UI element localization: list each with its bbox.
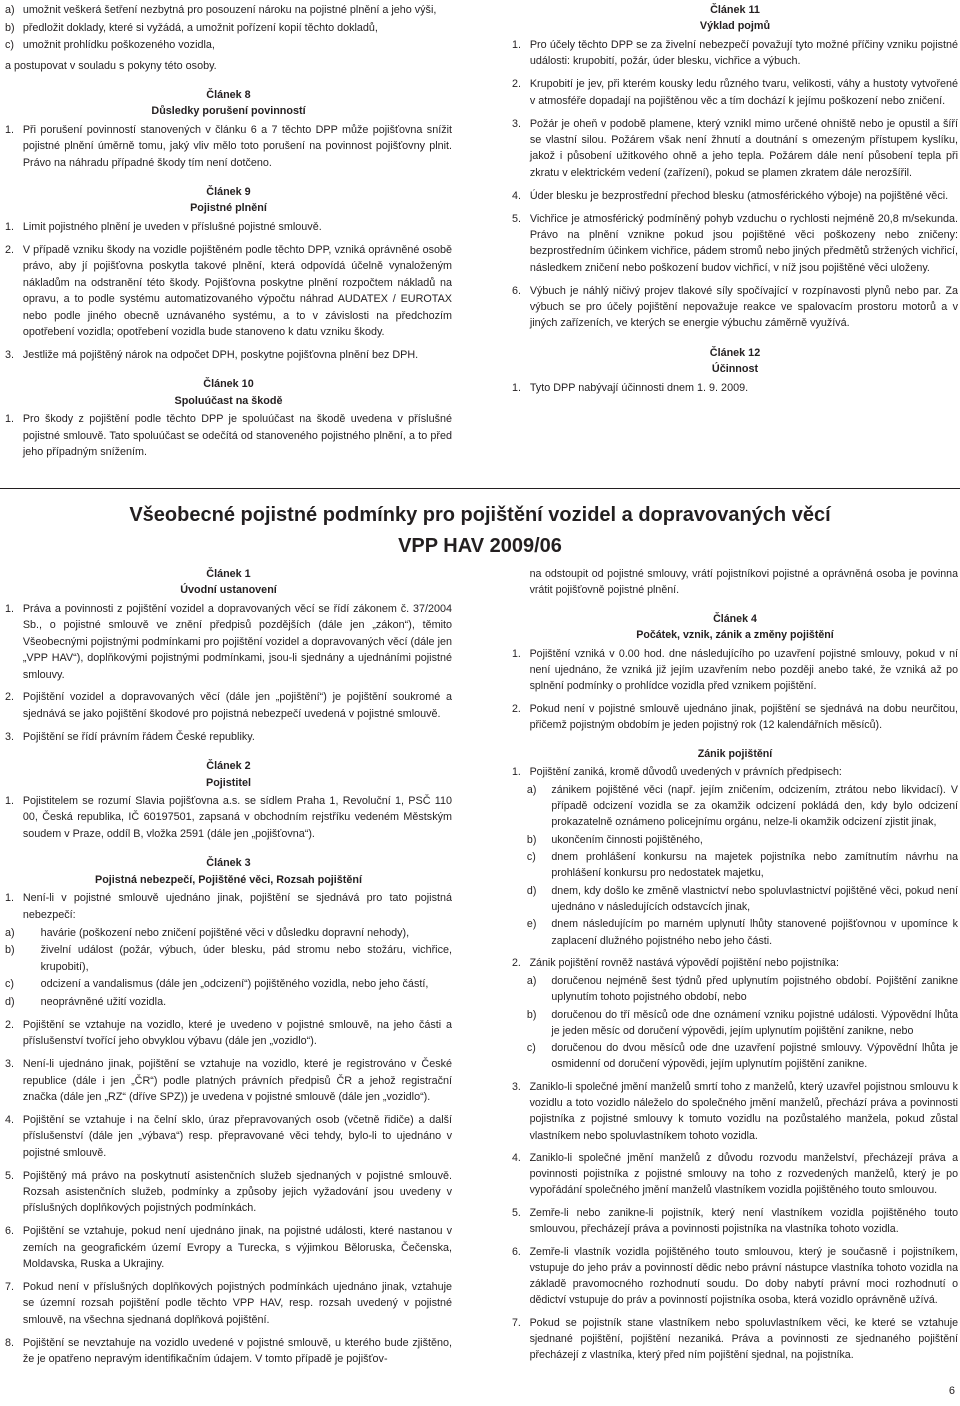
paragraph-number: 7. xyxy=(512,1316,521,1329)
article-heading xyxy=(5,758,452,791)
list-item-text: neoprávněné užití vozidla. xyxy=(40,996,167,1009)
paragraph-text: Pro účely těchto DPP se za živelní nebezpečí považují tyto možné příčiny vzniku pojistné události: krupobití, požár, úder blesku, vichřice a výbuch. xyxy=(529,38,958,68)
article-label: Článek 1 xyxy=(206,568,251,580)
paragraph-text: Při porušení povinností stanovených v článku 6 a 7 těchto DPP může pojišťovna snížit pojistné plnění úměrně tomu, jaký vliv mělo toto porušení na povinnost pojišťovny plnit. Právo na náhradu případné škody tím není dotčeno. xyxy=(22,123,452,169)
paragraph-text: Vichřice je atmosférický podmíněný pohyb vzduchu o rychlosti nejméně 20,8 m/sekunda. Právo na plnění vznikne pokud jsou pojištěné věci poškozeny nebo zničeny: bezprostředním účinkem vichřice, pádem stromů nebo jiných předmětů stržených vichřicí, následkem zničení nebo poškození budov vichřicí, v níž jsou pojištěné věci uloženy. xyxy=(529,212,958,274)
article-label: Článek 4 xyxy=(713,613,757,626)
carryover-closing: a postupovat v souladu s pokyny této osoby. xyxy=(5,59,217,72)
list-item-text: živelní událost (požár, výbuch, úder blesku, pád stromu nebo stožáru, vichřice, krupobití), xyxy=(40,944,452,973)
list-item xyxy=(5,942,452,975)
paragraph-text: Úder blesku je bezprostřední přechod blesku (atmosférického výboje) na pojištěné věci. xyxy=(529,189,949,202)
article-heading xyxy=(5,566,452,599)
paragraph xyxy=(5,1056,452,1105)
list-item xyxy=(5,2,452,18)
paragraph-number: 1. xyxy=(512,381,522,394)
document-subtitle: VPP HAV 2009/06 xyxy=(398,535,562,557)
paragraph xyxy=(512,380,958,396)
top-right-column xyxy=(512,2,958,482)
paragraph-text: Pro škody z pojištění podle těchto DPP je spoluúčast na škodě uvedena v příslušné pojistné smlouvě. Tato spoluúčast se odečítá od stanoveného pojistného plnění, a to před jeho případným snížením. xyxy=(22,413,452,458)
paragraph xyxy=(512,701,958,733)
paragraph-number: 2. xyxy=(512,957,521,970)
bottom-right-column xyxy=(512,566,958,1378)
list-item-text: doručenou do dvou měsíců ode dne uzavření pojistné smlouvy. Výpovědní lhůta je osmidenní od doručení výpovědi, jejím uplynutím pojištění zanikne. xyxy=(551,1042,958,1071)
article-heading xyxy=(512,611,958,643)
list-item xyxy=(512,916,958,948)
paragraph-number: 1. xyxy=(5,602,15,615)
list-item xyxy=(5,37,452,53)
list-item-text: doručenou nejméně šest týdnů před uplynutím pojistného období. Pojištění zanikne uplynutím tohoto pojistného období, nebo xyxy=(551,974,958,1004)
paragraph-text: Pojištění se vztahuje i na čelní sklo, úraz přepravovaných osob (včetně řidiče) a další příslušenství (dále jen „výbava“) resp. přepravované věci tehdy, bylo-li to ujednáno v pojistné smlouvě. xyxy=(22,1113,452,1159)
paragraph-text: Zánik pojištění rovněž nastává výpovědí pojištění nebo pojistníka: xyxy=(529,957,839,970)
paragraph-number: 4. xyxy=(512,189,522,202)
list-marker: b) xyxy=(526,833,537,846)
paragraph-number: 3. xyxy=(5,730,15,743)
list-item xyxy=(5,20,452,36)
list-item-text: předložit doklady, které si vyžádá, a umožnit pořízení kopií těchto dokladů, xyxy=(22,21,378,34)
paragraph-text: Jestliže má pojištěný nárok na odpočet DPH, poskytne pojišťovna plnění bez DPH. xyxy=(22,348,419,361)
paragraph-text: Pojištění se vztahuje, pokud není ujednáno jinak, na pojistné události, které nastanou v zemích na geografickém území Evropy a Turecka, s výjimkou Běloruska, Čečenska, Moldavska, Ruska a Ukrajiny. xyxy=(22,1225,452,1271)
list-item xyxy=(512,849,958,881)
paragraph-text: Pokud není v pojistné smlouvě ujednáno jinak, pojištění se sjednává na dobu neurčitou, přičemž pojistným obdobím je jeden pojistný rok (12 kalendářních měsíců). xyxy=(529,702,958,731)
paragraph-number: 5. xyxy=(5,1169,15,1182)
list-marker: e) xyxy=(526,918,537,931)
paragraph xyxy=(5,411,452,460)
paragraph-number: 6. xyxy=(512,284,522,297)
paragraph-text: Limit pojistného plnění je uveden v příslušné pojistné smlouvě. xyxy=(22,221,322,234)
paragraph xyxy=(5,689,452,722)
paragraph-number: 3. xyxy=(5,348,15,361)
paragraph-number: 5. xyxy=(512,1207,521,1219)
article-label: Článek 3 xyxy=(206,857,251,870)
article-heading xyxy=(5,87,452,120)
paragraph-number: 6. xyxy=(512,1245,521,1258)
list-item xyxy=(512,1040,958,1072)
paragraph-text: Zaniklo-li společné jmění manželů smrtí toho z manželů, který uzavřel pojistnou smlouvu k vozidlu a toto vozidlo náleželo do společného jmění manželů, přechází práva a povinnosti pojistníka z pojistné smlouvy k tomuto vozidlu na pozůstalého manžela, pokud zůstal vlastníkem nebo spoluvlastníkem tohoto vozidla. xyxy=(529,1080,958,1142)
paragraph-text: Pojištění se nevztahuje na vozidlo uvedené v pojistné smlouvě, u kterého bude zjištěno, že je opatřeno nepravým identifikačním údajem. V tomto případě je pojišťov- xyxy=(22,1336,452,1366)
article-label: Článek 8 xyxy=(206,88,251,101)
paragraph-number: 2. xyxy=(512,78,522,91)
paragraph-number: 1. xyxy=(5,123,15,136)
article-heading xyxy=(512,345,958,378)
paragraph-number: 4. xyxy=(5,1113,15,1126)
paragraph xyxy=(512,211,958,277)
paragraph-text: Pojistitelem se rozumí Slavia pojišťovna a.s. se sídlem Praha 1, Revoluční 1, PSČ 110 00, Česká republika, IČ 60197501, zapsaná v obchodním rejstříku vedeném Městským soudem v Praze, oddíl B, vložka 2591 (dále jen „pojišťovna“). xyxy=(22,795,452,840)
list-marker: c) xyxy=(5,978,14,991)
article-label: Článek 12 xyxy=(709,346,761,359)
paragraph-text: Pokud není v příslušných doplňkových pojistných podmínkách ujednáno jinak, vztahuje se územní rozsah pojištění podle těchto VPP HAV, resp. rozsah uvedený v pojistné smlouvě, na všechna sjednaná doplňková pojištění. xyxy=(22,1281,452,1326)
paragraph xyxy=(5,793,452,842)
list-marker: d) xyxy=(526,884,537,897)
paragraph-number: 2. xyxy=(512,702,521,715)
paragraph xyxy=(5,122,452,171)
paragraph-number: 6. xyxy=(5,1225,15,1238)
list-item-text: doručenou do tří měsíců ode dne oznámení vzniku pojistné události. Výpovědní lhůta je jeden měsíc od doručení výpovědi, jejím uplynutím pojištění zanikne, nebo xyxy=(551,1008,958,1037)
list-marker: a) xyxy=(5,4,15,16)
paragraph-text: V případě vzniku škody na vozidle pojištěném podle těchto DPP, vzniká oprávněné osobě právo, aby jí pojišťovna poskytla takové plnění, která odpovídá účelně vynaloženým nákladům na odstranění této škody. Pojišťovna poskytne plnění rozpočtem nákladů na opravu, a to podle systému automatizovaného výpočtu náhrad AUDATEX / EUROTAX nebo podle jiného obecně uznávaného systému, a to v závislosti na předchozím opotřebení vozidla; opotřebení vozidla bude stanoveno k datu vzniku škody. xyxy=(22,243,452,338)
list-item-text: havárie (poškození nebo zničení pojištěné věci v důsledku dopravní nehody), xyxy=(40,926,410,939)
paragraph xyxy=(512,76,958,109)
list-item-text: odcizení a vandalismus (dále jen „odcizení“) pojištěného vozidla, nebo jeho částí, xyxy=(40,978,429,991)
paragraph xyxy=(5,1112,452,1161)
paragraph-text: Není-li ujednáno jinak, pojištění se vztahuje na vozidlo, které je registrováno v České republice (dále i jen „ČR“) podle platných právních předpisů ČR a jehož registrační značka (dále jen „RZ“ (dříve SPZ)) je uvedena v pojistné smlouvě (dále jen „vozidlo“). xyxy=(22,1058,452,1104)
section-heading xyxy=(512,746,958,762)
paragraph-text: Pojištění se řídí právním řádem České republiky. xyxy=(22,730,255,743)
paragraph xyxy=(5,1335,452,1368)
article-title: Výklad pojmů xyxy=(699,20,771,33)
paragraph-text: Požár je oheň v podobě plamene, který vznikl mimo určené ohniště nebo je opustil a šíří se vlastní silou. Požárem však není žhnutí a doutnání s omezeným přístupem kyslíku, jakož i působení užitkového ohně a jeho tepla. Požárem dále není působení tepla při zkratu v elektrickém vedení (zařízení), pokud se plamen zkratem dále nerozšířil. xyxy=(529,117,958,179)
paragraph xyxy=(512,188,958,204)
paragraph-continuation: na odstoupit od pojistné smlouvy, vrátí pojistníkovi pojistné a oprávněná osoba je povinna vrátit pojišťovně pojistné plnění. xyxy=(529,568,958,597)
article-label: Článek 2 xyxy=(206,760,251,773)
list-marker: b) xyxy=(526,1008,537,1021)
paragraph-text: Výbuch je náhlý ničivý projev tlakové síly spočívající v rozpínavosti plynů nebo par. Za výbuch se pro účely pojištění nepovažuje reakce ve spalovacím prostoru motorů a v jiných zařízeních, ve kterých se energie výbuchu záměrně využívá. xyxy=(529,284,958,330)
paragraph-number: 1. xyxy=(512,766,521,779)
paragraph xyxy=(5,242,452,340)
list-marker: d) xyxy=(5,996,15,1009)
list-item-text: dnem následujícím po marném uplynutí lhůty stanovené pojišťovnou v upomínce k zaplacení dlužného pojistného nebo jeho části. xyxy=(551,918,958,947)
list-item-text: dnem prohlášení konkursu na majetek pojistníka nebo zamítnutím návrhu na prohlášení konkursu pro nedostatek majetku, xyxy=(551,851,958,880)
paragraph-text: Pojištění zaniká, kromě důvodů uvedených v právních předpisech: xyxy=(529,766,842,779)
paragraph xyxy=(5,1279,452,1328)
list-item xyxy=(512,1007,958,1039)
list-marker: b) xyxy=(5,944,15,957)
paragraph-text: Není-li v pojistné smlouvě ujednáno jinak, pojištění se sjednává pro tato pojistná nebezpečí: xyxy=(22,892,452,921)
list-item-text: umožnit prohlídku poškozeného vozidla, xyxy=(22,39,215,52)
list-marker: a) xyxy=(526,783,537,796)
list-item-text: zánikem pojištěné věci (např. jejím zničením, odcizením, ztrátou nebo likvidací). V případě odcizení vozidla se za okamžik odcizení pokládá den, kdy bylo odcizení prokazatelně oznámeno policejnímu orgánu, nelze-li okamžik odcizení zjistit jinak, xyxy=(551,783,958,829)
paragraph xyxy=(512,764,958,780)
list-item xyxy=(512,973,958,1005)
paragraph xyxy=(5,1017,452,1050)
paragraph-text: Pojištění se vztahuje na vozidlo, které je uvedeno v pojistné smlouvě, na jeho části a příslušenství tvořící jeho obvyklou výbavu (dále jen „vozidlo“). xyxy=(22,1018,452,1048)
document-title-line: Všeobecné pojistné podmínky pro pojištění vozidel a dopravovaných věcí xyxy=(129,504,831,526)
paragraph-text: Práva a povinnosti z pojištění vozidel a dopravovaných věcí se řídí zákonem č. 37/2004 Sb., o pojistné smlouvě ve znění předpisů pozdějších (dále jen „zákon“), těmito Všeobecnými pojistnými podmínkami pro pojištění vozidel a dopravovaných věcí (dále jen „VPP HAV“), doplňkovými pojistnými podmínkami, jsou-li sjednány a ujednáními pojistné smlouvy. xyxy=(22,602,452,681)
paragraph xyxy=(512,1079,958,1144)
paragraph xyxy=(512,1205,958,1237)
paragraph xyxy=(5,219,452,235)
paragraph xyxy=(5,347,452,363)
document-title xyxy=(0,500,960,562)
paragraph-text: Pojištěný má právo na poskytnutí asistenčních služeb sjednaných v pojistné smlouvě. Rozsah asistenčních služeb, podmínky a způsoby jejich vyžadování jsou uvedeny v příslušných doplňkových pojistných podmínkách. xyxy=(22,1169,452,1215)
section-title: Zánik pojištění xyxy=(697,747,773,760)
list-item-text: umožnit veškerá šetření nezbytná pro posouzení nároku na pojistné plnění a jeho výši, xyxy=(22,4,437,16)
paragraph xyxy=(512,1244,958,1309)
paragraph-number: 2. xyxy=(5,1018,15,1031)
article-title: Počátek, vznik, zánik a změny pojištění xyxy=(636,629,834,642)
article-title: Pojistitel xyxy=(206,776,251,789)
paragraph-number: 3. xyxy=(512,1080,521,1093)
bottom-left-column xyxy=(5,566,452,1384)
list-marker: c) xyxy=(526,1042,536,1055)
article-heading xyxy=(512,2,958,35)
paragraph-number: 1. xyxy=(512,647,521,660)
list-item xyxy=(5,925,452,941)
paragraph xyxy=(512,646,958,695)
list-item xyxy=(5,976,452,992)
article-title: Spoluúčast na škodě xyxy=(174,394,283,407)
paragraph-number: 1. xyxy=(5,413,15,426)
paragraph xyxy=(5,729,452,745)
paragraph xyxy=(5,601,452,683)
paragraph-group xyxy=(512,764,958,949)
paragraph-text: Zemře-li nebo zanikne-li pojistník, který není vlastníkem vozidla pojištěného touto smlouvou, přecházejí práva a povinnosti pojistníka na vlastníka tohoto vozidla. xyxy=(529,1207,958,1236)
paragraph xyxy=(512,116,958,182)
paragraph xyxy=(512,1315,958,1364)
paragraph-number: 3. xyxy=(512,117,522,130)
paragraph-text: Zemře-li vlastník vozidla pojištěného touto smlouvou, který je současně i pojistníkem, vstupuje do jeho práv a povinností dědic nebo právní nástupce vlastníka tohoto vozidla na základě pravomocného rozhodnutí soudu. Do doby nabytí právní moci rozhodnutí o dědictví vstupuje do práv a povinností pojistníka osoba, která vozidlo oprávněně užívá. xyxy=(529,1245,958,1307)
paragraph-text: Zaniklo-li společné jmění manželů z důvodu rozvodu manželství, přecházejí práva a povinnosti pojistníka z pojistné smlouvy na toho z rozvedených manželů, který je po vypořádání společného jmění manželů vlastníkem vozidla pojištěného touto smlouvou. xyxy=(529,1152,958,1197)
paragraph xyxy=(512,37,958,70)
paragraph-text: Tyto DPP nabývají účinnosti dnem 1. 9. 2009. xyxy=(529,381,749,394)
article-title: Účinnost xyxy=(711,363,759,376)
paragraph-text: Pokud se pojistník stane vlastníkem nebo spoluvlastníkem věci, ke které se vztahuje sjednané pojištění, pojištění nezaniká. Práva a povinnosti ze sjednaného pojištění přecházejí z vlastníka, který před ním pojištění sjednal, na pojistníka. xyxy=(529,1316,958,1362)
article-heading xyxy=(5,184,452,217)
paragraph-number: 4. xyxy=(512,1152,521,1165)
list-item xyxy=(512,832,958,848)
paragraph-number: 5. xyxy=(512,212,522,225)
article-label: Článek 10 xyxy=(203,378,254,391)
section-divider xyxy=(0,488,960,489)
paragraph-group xyxy=(512,955,958,1072)
article-title: Pojistné plnění xyxy=(190,202,267,215)
paragraph-number: 7. xyxy=(5,1281,15,1294)
list-marker: c) xyxy=(5,39,14,52)
paragraph xyxy=(5,1168,452,1217)
paragraph-number: 1. xyxy=(5,892,15,905)
paragraph-text: Pojištění vzniká v 0.00 hod. dne následujícího po uzavření pojistné smlouvy, pokud v ní není ujednáno, že vzniká již jejím uzavřením nebo později anebo také, že vzniká až po splnění podmínky o prohlídce vozidla před vznikem pojištění. xyxy=(529,647,958,693)
article-label: Článek 9 xyxy=(206,186,251,199)
list-item xyxy=(5,994,452,1010)
paragraph xyxy=(512,283,958,332)
paragraph-number: 1. xyxy=(5,795,15,808)
paragraph-number: 8. xyxy=(5,1336,15,1349)
paragraph-number: 1. xyxy=(512,38,522,51)
list-item-text: dnem, kdy došlo ke změně vlastnictví nebo spoluvlastnictví pojištěné věci, pokud není ujednáno v následujících odstavcích jinak, xyxy=(551,884,958,913)
article-heading xyxy=(5,855,452,888)
article-title: Úvodní ustanovení xyxy=(180,584,277,597)
paragraph-text: Krupobití je jev, při kterém kousky ledu různého tvaru, velikosti, váhy a hustoty vytvořené v atmosféře dopadají na pojištěnou věc a tím dochází k jejímu poškození nebo zničení. xyxy=(529,78,958,107)
paragraph-text: Pojištění vozidel a dopravovaných věcí (dále jen „pojištění“) je pojištění soukromé a sjednává se jako pojištění škodové pro pojistná nebezpečí uvedená v pojistné smlouvě. xyxy=(22,691,452,720)
article-title: Důsledky porušení povinností xyxy=(151,105,306,118)
list-item xyxy=(512,883,958,915)
paragraph xyxy=(5,1223,452,1272)
list-marker: a) xyxy=(526,974,537,987)
list-marker: b) xyxy=(5,21,15,34)
paragraph xyxy=(512,955,958,971)
paragraph xyxy=(512,1150,958,1199)
page-number: 6 xyxy=(948,1385,955,1397)
paragraph-number: 2. xyxy=(5,691,15,704)
article-label: Článek 11 xyxy=(710,4,760,16)
paragraph-number: 3. xyxy=(5,1058,15,1071)
list-item-text: ukončením činnosti pojištěného, xyxy=(551,833,703,846)
article-title: Pojistná nebezpečí, Pojištěné věci, Rozsah pojištění xyxy=(95,873,362,886)
list-item xyxy=(512,782,958,831)
paragraph xyxy=(5,890,452,923)
paragraph-number: 2. xyxy=(5,243,15,256)
list-marker: a) xyxy=(5,926,15,939)
article-heading xyxy=(5,376,452,409)
paragraph-group xyxy=(5,890,452,1010)
list-marker: c) xyxy=(526,851,536,864)
top-left-column xyxy=(5,2,452,482)
paragraph-number: 1. xyxy=(5,221,15,234)
